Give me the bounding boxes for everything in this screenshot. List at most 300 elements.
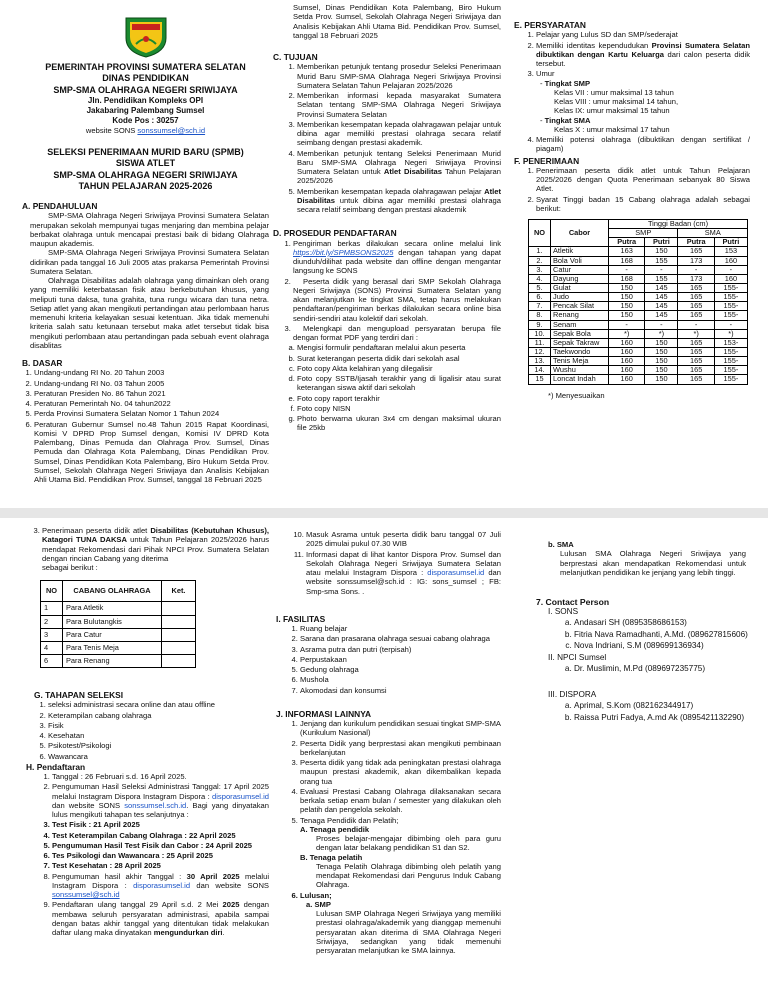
- list-item: 2. Peserta didik yang berasal dari SMP Sekolah Olahraga Negeri Sriwijaya (SONS) Provinsi Sumatera Selatan yang akan melanjutkan ke tingkat SMA, tetap harus melakukan pendaftaran/pengiriman berkas dilakukan secara online bisa sendiri-sendiri atau kolektif dari sekolah.: [293, 277, 501, 323]
- page-divider: [0, 508, 768, 518]
- list-item: 3. Fisik: [48, 721, 269, 730]
- height-value: 155: [645, 274, 678, 283]
- list-item: 4. Perpustakaan: [300, 655, 501, 664]
- para-sport-name: Para Bulutangkis: [63, 615, 162, 628]
- table-row: [529, 265, 748, 274]
- item-text: Memberikan kesempatan kepada olahragawan pelajar: [297, 186, 482, 196]
- sport-name: Sepak Bola: [551, 329, 609, 338]
- item-text: Pengiriman berkas dilakukan secara online melalui link: [293, 238, 501, 248]
- height-value: 160: [609, 375, 645, 384]
- sons-email-link[interactable]: sonssumsel@sch.id: [52, 890, 120, 900]
- title-line1: SELEKSI PENERIMAAN MURID BARU (SPMB): [47, 147, 244, 157]
- table-header-cabang: CABANG OLAHRAGA: [63, 581, 162, 602]
- list-item: a. Mengisi formulir pendaftaran melalui akun peserta: [297, 343, 501, 352]
- para-sport-name: Para Catur: [63, 628, 162, 641]
- section-a-paragraph2: SMP-SMA Olahraga Negeri Sriwijaya Provinsi Sumatera Selatan didirikan pada tanggal 16 Juli 2005 atas prakarsa Pemerintah Provinsi Sumatera Selatan.: [30, 248, 269, 276]
- page2-column-left: [26, 526, 270, 938]
- item-text: Lulusan;: [300, 890, 332, 900]
- section-a-body: [22, 211, 269, 350]
- sport-name: Bola Voli: [551, 256, 609, 265]
- letterhead-address1: Jln. Pendidikan Kompleks OPI: [87, 95, 204, 105]
- list-item: [306, 550, 501, 596]
- item-bold: Atlet Disabilitas: [297, 186, 501, 205]
- height-value: 150: [609, 311, 645, 320]
- sub-label: Tenaga pelatih: [309, 852, 363, 862]
- age-sma-line: Kelas X : umur maksimal 17 tahun: [554, 124, 670, 134]
- height-value: 155-: [714, 375, 747, 384]
- list-item: 4. Evaluasi Prestasi Cabang Olahraga dilaksanakan secara berkala setiap enam bulan / semester yang dilakukan oleh pelatih dan pengelola sekolah.: [300, 787, 501, 815]
- sub-label: SMP: [314, 899, 331, 909]
- list-item: d. Foto copy SSTB/Ijasah terakhir yang di ligalisir atau surat keterangan siswa aktif dari sekolah: [297, 374, 501, 393]
- age-smp-line: Kelas VIII : umur maksimal 14 tahun,: [554, 97, 679, 106]
- sub-a: A. Tenaga pendidik: [300, 824, 370, 834]
- sport-name: Taekwondo: [551, 347, 609, 356]
- height-value: 150: [609, 293, 645, 302]
- list-item: 6. Mushola: [300, 675, 501, 684]
- list-item: 1. Ruang belajar: [300, 624, 501, 633]
- table-header-sma: SMA: [678, 229, 748, 238]
- table-header-putri: Putri: [645, 238, 678, 247]
- item-text: Pengumuman Hasil Seleksi Administrasi Tanggal: 17 April 2025 melalui Instagram Dispora Instagram Dispora :: [52, 782, 269, 801]
- website-prefix: website SONS: [85, 125, 138, 135]
- list-item: [52, 900, 269, 937]
- contact-item: a. Andasari SH (0895358686153): [574, 618, 748, 629]
- lulusan-sma-text: Lulusan SMA Olahraga Negeri Sriwijaya yang berprestasi akan mendapatkan Rekomendasi untuk melanjutkan pendidikan ke jenjang yang lebih tinggi.: [560, 549, 746, 577]
- height-requirement-table: [528, 219, 748, 385]
- height-value: 150: [645, 247, 678, 256]
- list-item: 4. Test Keterampilan Cabang Olahraga : 22 April 2025: [52, 831, 269, 840]
- table-row: [41, 654, 196, 667]
- row-number: 2.: [529, 256, 551, 265]
- item-text: dengan tahapan yang dapat diunduh/dilihat pada website dan offline dengan mengantar langsung ke SONS: [293, 247, 501, 276]
- row-note: [162, 641, 196, 654]
- item-text: Penerimaan peserta didik atlet: [42, 526, 151, 535]
- letterhead-line1: PEMERINTAH PROVINSI SUMATERA SELATAN: [45, 62, 246, 72]
- row-number: 4: [41, 641, 63, 654]
- height-value: 155-: [714, 302, 747, 311]
- list-item: 3. Peserta didik yang tidak ada peningkatan prestasi olahraga maupun prestasi akademik, akan dikembalikan kepada orang tua: [300, 758, 501, 786]
- item-text: dan website SONS: [52, 800, 125, 810]
- lulusan-sma-label: b. SMA: [548, 540, 574, 549]
- table-row: [41, 602, 196, 615]
- section-f-heading: F. PENERIMAAN: [514, 155, 580, 166]
- contact-heading: 7. Contact Person: [536, 597, 610, 607]
- height-value: 150: [645, 366, 678, 375]
- item-text: Memberikan petunjuk tentang Seleksi Penerimaan Murid Baru SMP-SMA Olahraga Negeri Sriwijaya Provinsi Sumatera Selatan untuk: [297, 148, 501, 176]
- list-item: [300, 891, 501, 956]
- height-value: 165: [678, 357, 714, 366]
- item-text: .: [222, 928, 225, 938]
- height-value: 150: [645, 347, 678, 356]
- sport-name: Sepak Takraw: [551, 338, 609, 347]
- list-item: 2. Memberikan informasi kepada masyarakat Sumatera Selatan tentang SMP-SMA Olahraga Negeri Sriwijaya Provinsi Sumatera Selatan: [297, 91, 501, 119]
- row-note: [162, 615, 196, 628]
- page2-column-right: [514, 540, 750, 724]
- height-value: 155: [645, 256, 678, 265]
- row-number: 9.: [529, 320, 551, 329]
- title-line3: SMP-SMA OLAHRAGA NEGERI SRIWIJAYA: [53, 169, 238, 180]
- item-text: Umur: [536, 69, 555, 79]
- height-value: -: [714, 265, 747, 274]
- list-item: 1. seleksi administrasi secara online dan atau offline: [48, 700, 269, 709]
- height-value: 153: [714, 247, 747, 256]
- contact-group-sons: I. SONS: [548, 607, 579, 617]
- contact-sons-list: [548, 618, 750, 652]
- list-item: f. Foto copy NISN: [297, 404, 501, 413]
- item-text: Pengumuman hasil akhir Tanggal :: [52, 871, 187, 881]
- sub-smp: a. SMP: [306, 899, 331, 909]
- section-d-list: [283, 239, 501, 343]
- height-value: 150: [609, 283, 645, 292]
- height-value: -: [609, 320, 645, 329]
- item-bold: 2025: [222, 900, 240, 910]
- item-bold: Disabilitas (Kebutuhan Khusus), Katagori TUNA DAKSA: [42, 526, 269, 545]
- table-header-height: Tinggi Badan (cm): [609, 220, 748, 229]
- para-sport-name: Para Tenis Meja: [63, 641, 162, 654]
- section-j-heading: J. INFORMASI LAINNYA: [276, 708, 372, 719]
- table-row: [529, 375, 748, 384]
- item-end: untuk dibina agar memiliki prestasi olahraga secara relatif seimbang dengan prestasi akademik: [297, 195, 501, 214]
- para-sport-table: [40, 580, 196, 668]
- contact-item: c. Nova Indriani, S.M (089699136934): [574, 641, 748, 652]
- row-number: 6: [41, 654, 63, 667]
- title-line2: SISWA ATLET: [115, 158, 176, 169]
- height-value: *): [609, 329, 645, 338]
- section-h-list: [34, 772, 269, 937]
- sub-smp-text: Lulusan SMP Olahraga Negeri Sriwijaya yang memiliki prestasi olahraga/akademik yang dianggap memenuhi persyaratan akan diterima di SMA Olahraga Negeri Sriwijaya, sedangkan yang tidak memenuhi persyaratan melanjutkan ke SMA lainnya.: [316, 909, 501, 955]
- list-item: 1. Memberikan petunjuk tentang prosedur Seleksi Penerimaan Murid Baru SMP-SMA Olahraga Negeri Sriwijaya Provinsi Sumatera Selatan Tahun Pelajaran 2025/2026: [297, 62, 501, 90]
- contact-list: [514, 607, 750, 723]
- item-text: Informasi dapat di lihat kantor Dispora Prov. Sumsel dan Sekolah Olahraga Negeri Sriwijaya Sumatera Selatan atau melalui Instagram Dispora :: [306, 549, 501, 577]
- letterhead-website: [22, 126, 269, 135]
- age-sma-label: Tingkat SMA: [544, 115, 591, 125]
- table-header-no: NO: [41, 581, 63, 602]
- list-item: 1. Jenjang dan kurikulum pendidikan sesuai tingkat SMP-SMA (Kurikulum Nasional): [300, 719, 501, 738]
- height-value: 165: [678, 338, 714, 347]
- row-number: 10.: [529, 329, 551, 338]
- row-number: 12.: [529, 347, 551, 356]
- height-value: 165: [678, 347, 714, 356]
- sub-b: B. Tenaga pelatih: [300, 852, 363, 862]
- contact-item: a. Aprimal, S.Kom (082162344917): [574, 701, 748, 712]
- height-value: 165: [678, 247, 714, 256]
- list-item: e. Foto copy raport terakhir: [297, 394, 501, 403]
- list-item: 3. Melengkapi dan mengupload persyaratan berupa file dengan format PDF yang terdiri dari :: [293, 324, 501, 343]
- item-text: dengan membawa seluruh persyaratan administrasi, apabila sampai dengan batas akhir tanggal yang ditentukan tidak melakukan daftar ulang maka dinyatakan: [52, 900, 269, 938]
- list-item: 5. Gedung olahraga: [300, 665, 501, 674]
- list-item: 2. Undang-undang RI No. 03 Tahun 2005: [34, 379, 269, 388]
- contact-group-dispora: III. DISPORA: [548, 690, 597, 700]
- table-note: *) Menyesuaikan: [548, 390, 605, 400]
- row-number: 1: [41, 602, 63, 615]
- section-b-heading: B. DASAR: [22, 358, 63, 368]
- section-g-heading: G. TAHAPAN SELEKSI: [34, 690, 124, 701]
- list-item: [300, 816, 501, 890]
- height-value: 150: [609, 302, 645, 311]
- letterhead-line2: DINAS PENDIDIKAN: [102, 73, 189, 84]
- height-value: 145: [645, 283, 678, 292]
- height-value: 168: [609, 256, 645, 265]
- item-bold: Provinsi Sumatera Selatan dibuktikan dengan Kartu Keluarga: [536, 40, 750, 59]
- height-value: 168: [609, 274, 645, 283]
- list-item: 3. Asrama putra dan putri (terpisah): [300, 645, 501, 654]
- height-value: 155-: [714, 357, 747, 366]
- height-value: 160: [714, 274, 747, 283]
- list-item: 5. Perda Provinsi Sumatera Selatan Nomor 1 Tahun 2024: [34, 409, 269, 418]
- height-value: 155-: [714, 293, 747, 302]
- item-text: . Bagi yang dinyatakan lulus mengikuti tahapan tes selanjutnya :: [52, 800, 269, 820]
- section-i-heading: I. FASILITAS: [276, 613, 326, 624]
- list-item: [536, 41, 750, 69]
- height-value: 155-: [714, 347, 747, 356]
- height-value: 160: [609, 357, 645, 366]
- page1-column-left: [22, 0, 269, 484]
- item-end: Tahun Pelajaran 2025/2026: [297, 167, 501, 186]
- section-a-paragraph1: SMP-SMA Olahraga Negeri Sriwijaya Provinsi Sumatera Selatan merupakan sekolah mempunyai tugas menjaring dan membina pelajar berbakat olahraga untuk mencapai prestasi baik di bidang Olahraga maupun akademis.: [30, 211, 269, 248]
- list-item: 4. Peraturan Pemerintah No. 04 tahun2022: [34, 399, 269, 408]
- row-number: 8.: [529, 311, 551, 320]
- list-item: 6. Wawancara: [48, 752, 269, 761]
- letterhead: [22, 62, 269, 135]
- contact-item: a. Dr. Muslimin, M.Pd (089697235775): [574, 664, 750, 675]
- list-item: 10. Masuk Asrama untuk peserta didik baru tanggal 07 Juli 2025 dimulai pukul 07.30 WIB: [306, 530, 501, 549]
- sport-name: Gulat: [551, 283, 609, 292]
- height-value: 150: [645, 338, 678, 347]
- sons-link[interactable]: sonssumsel.sch.id: [124, 800, 187, 810]
- list-item: 2. Sarana dan prasarana olahraga sesuai cabang olahraga: [300, 634, 501, 643]
- row-note: [162, 654, 196, 667]
- row-number: 3.: [529, 265, 551, 274]
- height-value: -: [645, 265, 678, 274]
- row-number: 13.: [529, 357, 551, 366]
- section-c-heading: C. TUJUAN: [273, 52, 318, 62]
- sub-label: Tenaga pendidik: [309, 824, 370, 834]
- row-number: 3: [41, 628, 63, 641]
- letterhead-postcode: Kode Pos : 30257: [112, 115, 179, 125]
- height-value: 155-: [714, 283, 747, 292]
- list-item: 5. Pengumuman Hasil Test Fisik dan Cabor : 24 April 2025: [52, 841, 269, 850]
- para-sport-name: Para Atletik: [63, 602, 162, 615]
- para-sport-name: Para Renang: [63, 654, 162, 667]
- list-item: c. Foto copy Akta kelahiran yang dilegalisir: [297, 364, 501, 373]
- section-e-heading: E. PERSYARATAN: [514, 20, 586, 30]
- row-number: 1.: [529, 247, 551, 256]
- para-table-body: [41, 602, 196, 668]
- list-item: [52, 782, 269, 819]
- height-value: 155-: [714, 311, 747, 320]
- contact-dispora-list: [548, 701, 750, 723]
- list-item: [297, 187, 501, 215]
- list-item: 1. Tanggal : 26 Februari s.d. 16 April 2025.: [52, 772, 269, 781]
- list-item: 2. Syarat Tinggi badan 15 Cabang olahraga adalah sebagai berikut:: [536, 195, 750, 214]
- website-link[interactable]: sonssumsel@sch.id: [137, 125, 206, 135]
- sport-name: Pencak Silat: [551, 302, 609, 311]
- table-header-putri: Putri: [714, 238, 747, 247]
- list-item: 2. Peserta Didik yang berprestasi akan mengikuti pembinaan berkelanjutan: [300, 739, 501, 758]
- section-b-list: [22, 368, 269, 484]
- list-item: 5. Psikotest/Psikologi: [48, 741, 269, 750]
- height-value: 150: [645, 357, 678, 366]
- table-header-smp: SMP: [609, 229, 678, 238]
- list-item: [297, 149, 501, 186]
- age-smp: - Tingkat SMP: [540, 78, 591, 88]
- list-item: [52, 872, 269, 900]
- list-item: 4. Memiliki potensi olahraga (dibuktikan dengan sertifikat / piagam): [536, 135, 750, 154]
- row-note: [162, 602, 196, 615]
- list-item: 6. Tes Psikologi dan Wawancara : 25 April 2025: [52, 851, 269, 860]
- item-bold: mengundurkan diri: [153, 928, 223, 938]
- item-bold: Atlet Disabilitas: [383, 167, 442, 176]
- section-d-heading: D. PROSEDUR PENDAFTARAN: [273, 228, 397, 239]
- row-number: 6.: [529, 293, 551, 302]
- list-item: 7. Akomodasi dan konsumsi: [300, 686, 501, 695]
- item-text: Memiliki identitas kependudukan: [536, 40, 652, 50]
- table-header-putra: Putra: [609, 238, 645, 247]
- table-row: [41, 628, 196, 641]
- height-value: 165: [678, 311, 714, 320]
- sport-name: Atletik: [551, 247, 609, 256]
- list-item: 6. Peraturan Gubernur Sumsel no.48 Tahun 2015 Rapat Koordinasi, Komisi V DPRD Prop Sumsel dengan, Komisi IV DPRD Kota Palembang, Dinas Pemuda dan Olahraga Prov. Sumsel, Dinas Pemuda dan Olahraga Kota Palembang, Dinas Pendidikan Prov. Sumsel, Dinas Pendidikan Kota Palembang, Biro Hukum Setda Prov. Sumsel, Sekolah Olahraga Negeri Sriwijaya dan Analisis Kebijakan Ahli Utama Bid. Pendidikan Prov. Sumsel, tanggal 18 Februari 2025: [34, 420, 269, 468]
- page2-column-middle: [276, 530, 501, 956]
- section-f-list-continued: [34, 526, 269, 572]
- sport-name: Judo: [551, 293, 609, 302]
- height-value: 160: [609, 366, 645, 375]
- list-item: 7. Test Kesehatan : 28 April 2025: [52, 861, 269, 870]
- list-item: 3. Test Fisik : 21 April 2025: [52, 820, 269, 829]
- height-value: 160: [609, 338, 645, 347]
- section-d-sublist: [283, 343, 501, 432]
- height-value: -: [645, 320, 678, 329]
- item-text: melalui Instagram Dispora :: [52, 871, 270, 890]
- table-row: [529, 247, 748, 256]
- letterhead-address2: Jakabaring Palembang Sumsel: [86, 105, 205, 115]
- table-row: [529, 311, 748, 320]
- section-a-heading: A. PENDAHULUAN: [22, 201, 98, 211]
- section-h-list-continued: [276, 530, 501, 596]
- table-row: [41, 641, 196, 654]
- height-value: 165: [678, 366, 714, 375]
- page1-column-middle: [273, 0, 501, 434]
- page1-column-right: [514, 0, 750, 400]
- section-b-continued: Sumsel, Dinas Pendidikan Kota Palembang, Biro Hukum Setda Prov. Sumsel, Sekolah Olahraga Negeri Sriwijaya dan Analisis Kebijakan Ahli Utama Bid. Pendidikan Prov. Sumsel, tanggal 18 Februari 2025: [293, 3, 501, 40]
- table-header-ket: Ket.: [162, 581, 196, 602]
- list-item: 3. Memberikan kesempatan kepada olahragawan pelajar untuk dibina agar memiliki prestasi olahraga secara relatif seimbang dengan prestasi akademik.: [297, 120, 501, 148]
- height-value: -: [609, 265, 645, 274]
- contact-item: b. Fitria Nava Ramadhanti, A.Md. (089627815606): [574, 630, 748, 641]
- height-value: 173: [678, 274, 714, 283]
- section-a-paragraph3: Olahraga Disabilitas adalah olahraga yang dimainkan oleh orang yang memiliki keterbatasan fisik atau berkebutuhan khusus, yang meliputi tuna daksa, tuna grahita, tuna rungu wicara dan tuna netra. Setiap atlet yang akan mengikuti pertandingan atau perlombaan harus memenuhi kriteria kelayakan sesuai ketentuan. Jika tidak memenuhi kriteria salah satu ketunaan tersebut maka atlet tersebut tidak bisa mengikuti perlombaan atau pertandingan pada sebuah event olahraga disablitas: [30, 276, 269, 350]
- table-row: [529, 256, 748, 265]
- table-row: [529, 320, 748, 329]
- table-row: [41, 615, 196, 628]
- age-smp-line: Kelas IX: umur maksimal 15 tahun: [554, 106, 670, 116]
- height-value: *): [645, 329, 678, 338]
- row-number: 14.: [529, 366, 551, 375]
- sport-name: Dayung: [551, 274, 609, 283]
- contact-item: b. Raissa Putri Fadya, A.md Ak (0895421132290): [574, 713, 748, 724]
- item-text: Tenaga Pendidik dan Pelatih;: [300, 815, 399, 825]
- height-value: *): [714, 329, 747, 338]
- registration-link[interactable]: https://bit.ly/SPMBSONS2025: [293, 247, 394, 257]
- sport-name: Catur: [551, 265, 609, 274]
- section-h-heading: H. Pendaftaran: [26, 761, 86, 772]
- title-line4: TAHUN PELAJARAN 2025-2026: [78, 180, 213, 191]
- row-note: [162, 628, 196, 641]
- table-header-cabor: Cabor: [551, 220, 609, 247]
- item-text: Pendaftaran ulang tanggal 29 April s.d. 2 Mei: [52, 900, 223, 910]
- dispora-link[interactable]: disporasumsel.id: [133, 880, 191, 890]
- province-logo: [120, 14, 172, 58]
- sport-name: Renang: [551, 311, 609, 320]
- row-number: 15: [529, 375, 551, 384]
- list-item: 1. Pelajar yang Lulus SD dan SMP/sederajat: [536, 30, 750, 39]
- height-value: 145: [645, 302, 678, 311]
- list-item: b. Surat keterangan peserta didik dari sekolah asal: [297, 354, 501, 363]
- row-number: 7.: [529, 302, 551, 311]
- sport-name: Loncat Indah: [551, 375, 609, 384]
- item-text: untuk Tahun Pelajaran 2025/2026 harus mendapat Rekomendasi dari Pihak NPCI Prov. Sumatera Selatan dengan rincian Cabang yang diterima: [42, 535, 269, 563]
- sport-name: Senam: [551, 320, 609, 329]
- list-item: 1. Penerimaan peserta didik atlet untuk Tahun Pelajaran 2025/2026 dengan Quota Penerimaan sebanyak 80 Siswa Atlet.: [536, 166, 750, 194]
- height-value: -: [714, 320, 747, 329]
- table-header-putra: Putra: [678, 238, 714, 247]
- section-c-list: [283, 62, 501, 214]
- age-smp-label: Tingkat SMP: [544, 78, 591, 88]
- height-value: *): [678, 329, 714, 338]
- height-value: 165: [678, 375, 714, 384]
- height-value: -: [678, 320, 714, 329]
- item-text: sebagai berikut :: [42, 563, 98, 572]
- contact-group-npci: II. NPCI Sumsel: [548, 653, 607, 663]
- contact-npci-list: [548, 664, 750, 675]
- section-f-list: [514, 166, 750, 213]
- sport-name: Tenis Meja: [551, 357, 609, 366]
- height-value: 145: [645, 293, 678, 302]
- list-item: g. Photo berwarna ukuran 3x4 cm dengan maksimal ukuran file 25kb: [297, 414, 501, 433]
- age-smp-line: Kelas VII : umur maksimal 13 tahun: [554, 87, 674, 97]
- height-value: 153-: [714, 338, 747, 347]
- height-value: 160: [609, 347, 645, 356]
- list-item: [536, 69, 750, 134]
- row-number: 4.: [529, 274, 551, 283]
- height-value: -: [678, 265, 714, 274]
- height-value: 150: [645, 375, 678, 384]
- list-item: 4. Kesehatan: [48, 731, 269, 740]
- height-value: 165: [678, 293, 714, 302]
- item-text: dari calon peserta didik tersebut.: [536, 49, 750, 68]
- table-header-no: NO: [529, 220, 551, 247]
- list-item: 3. Peraturan Presiden No. 86 Tahun 2021: [34, 389, 269, 398]
- height-value: 163: [609, 247, 645, 256]
- height-value: 165: [678, 302, 714, 311]
- row-number: 2: [41, 615, 63, 628]
- dispora-link[interactable]: disporasumsel.id: [212, 791, 269, 801]
- item-text: dan website sonssumsel@sch.id : IG: sons_sumsel ; FB: Smp-sma Sons. .: [306, 568, 501, 596]
- height-value: 165: [678, 283, 714, 292]
- list-item: 2. Keterampilan cabang olahraga: [48, 711, 269, 720]
- document-title: [22, 147, 269, 192]
- height-value: 160: [714, 256, 747, 265]
- sub-a-text: Proses belajar-mengajar dibimbing oleh para guru dengan latar belakang pendidikan S1 dan S2.: [316, 834, 501, 853]
- dispora-link[interactable]: disporasumsel.id: [427, 568, 485, 577]
- table-row: [529, 329, 748, 338]
- item-bold: 30 April 2025: [186, 871, 240, 881]
- item-text: dan website SONS: [190, 880, 269, 890]
- height-table-body: [529, 247, 748, 384]
- section-j-list: [276, 719, 501, 955]
- height-value: 155-: [714, 366, 747, 375]
- height-value: 145: [645, 311, 678, 320]
